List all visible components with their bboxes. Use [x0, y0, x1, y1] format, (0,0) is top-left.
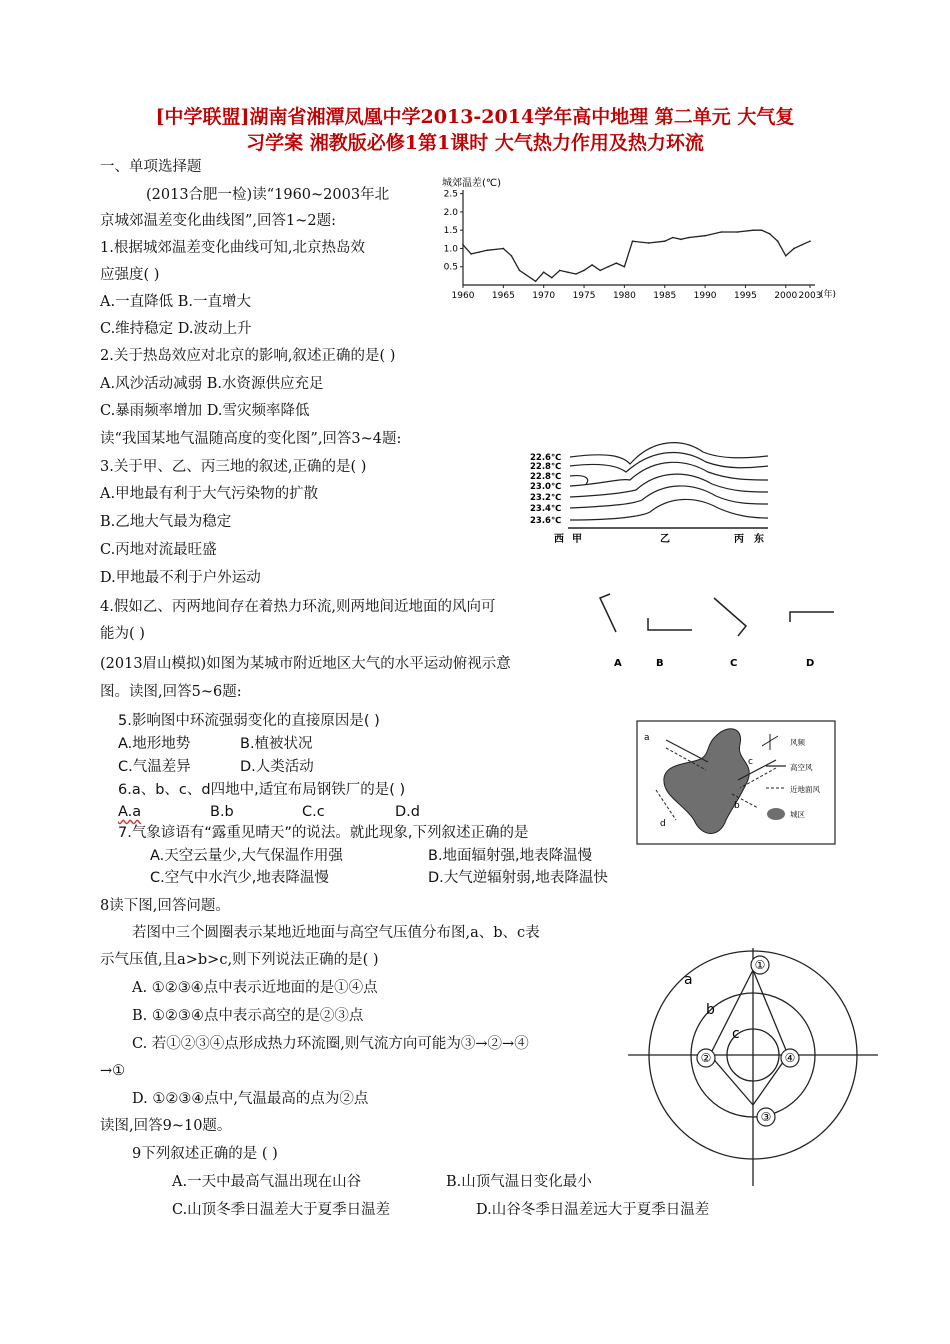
chart-xtick-label: 1985	[653, 291, 677, 301]
q3-option-b: B.乙地大气最为稳定	[100, 514, 232, 530]
q4-stem-2: 能为( )	[100, 626, 145, 642]
q1-stem-1: 1.根据城郊温差变化曲线可知,北京热岛效	[100, 240, 365, 256]
q7-option-c: C.空气中水汽少,地表降温慢	[150, 870, 329, 886]
ground-label: 丙	[734, 534, 744, 545]
pressure-circle-label: b	[706, 1002, 715, 1018]
chart-data-point	[777, 240, 779, 242]
q8-intro: 8读下图,回答问题。	[100, 898, 230, 914]
chart-xlabel: (年)	[820, 290, 837, 300]
q6-option-a: A.a	[118, 804, 142, 820]
q8-option-d: D. ①②③④点中,气温最高的点为②点	[132, 1091, 369, 1107]
city-legend-swatch	[767, 808, 785, 820]
ground-label: 西	[554, 534, 564, 545]
city-point-label: a	[644, 733, 650, 743]
q5-intro-2: 图。读图,回答5~6题:	[100, 684, 242, 700]
chart-ytick-label: 1.5	[443, 226, 458, 237]
city-legend-label: 风频	[790, 738, 805, 747]
isotherm-line-5	[570, 486, 768, 508]
pressure-point-label: ②	[700, 1051, 712, 1065]
q5-option-b: B.植被状况	[240, 736, 313, 752]
q2-options-ab: A.风沙活动减弱 B.水资源供应充足	[100, 376, 324, 392]
q9-stem: 9下列叙述正确的是 ( )	[132, 1146, 278, 1162]
isotherm-line-4	[570, 474, 768, 497]
q1-options-cd: C.维持稳定 D.波动上升	[100, 321, 252, 337]
q3-stem: 3.关于甲、乙、丙三地的叙述,正确的是( )	[100, 459, 367, 475]
chart-data-point	[470, 253, 472, 255]
wind-option-label: A	[614, 658, 622, 669]
q5-stem: 5.影响图中环流强弱变化的直接原因是( )	[118, 713, 380, 729]
chart-xtick-label: 2003	[798, 291, 822, 301]
wind-option-label: D	[806, 658, 815, 669]
chart-ytick-label: 2.5	[443, 189, 458, 200]
q1-intro-1: (2013合肥一检)读“1960~2003年北	[146, 187, 390, 203]
chart-data-point	[607, 266, 609, 268]
pressure-circle-label: a	[684, 972, 693, 988]
q8-option-b: B. ①②③④点中表示高空的是②③点	[132, 1008, 364, 1024]
chart-data-point	[801, 244, 803, 246]
city-legend-label: 高空风	[790, 763, 813, 772]
q9-option-d: D.山谷冬季日温差远大于夏季日温差	[476, 1202, 710, 1218]
chart-data-point	[599, 270, 601, 272]
q3-intro: 读“我国某地气温随高度的变化图”,回答3~4题:	[100, 431, 402, 447]
q7-option-a: A.天空云量少,大气保温作用强	[150, 848, 343, 864]
chart-ytick-label: 2.0	[443, 207, 458, 218]
ground-label: 东	[754, 534, 764, 545]
chart-data-point	[688, 237, 690, 239]
chart-data-point	[632, 240, 634, 242]
chart-data-point	[704, 235, 706, 237]
q6-option-b: B.b	[210, 804, 234, 820]
q9-option-a: A.一天中最高气温出现在山谷	[172, 1174, 362, 1190]
chart-data-point	[543, 271, 545, 273]
q8-option-c-2: →①	[100, 1063, 126, 1079]
chart-data-point	[503, 248, 505, 250]
pressure-point-label: ④	[784, 1051, 796, 1065]
temperature-altitude-figure	[528, 440, 788, 550]
city-legend-label: 近地面风	[790, 785, 820, 794]
chart-ytick-label: 0.5	[443, 262, 458, 273]
q3-option-d: D.甲地最不利于户外运动	[100, 570, 261, 586]
wind-option-label: C	[730, 658, 738, 669]
chart-data-point	[809, 240, 811, 242]
chart-xtick-label: 1960	[451, 291, 475, 301]
chart-data-point	[737, 231, 739, 233]
chart-data-point	[680, 239, 682, 241]
q2-stem: 2.关于热岛效应对北京的影响,叙述正确的是( )	[100, 348, 396, 364]
q7-option-d: D.大气逆辐射弱,地表降温快	[428, 870, 608, 886]
isotherm-label: 22.8℃	[530, 462, 562, 472]
q7-stem: 7.气象谚语有“露重见晴天”的说法。就此现象,下列叙述正确的是	[118, 825, 529, 841]
q8-option-c-1: C. 若①②③④点形成热力环流圈,则气流方向可能为③→②→④	[132, 1036, 529, 1052]
document-title	[60, 104, 890, 156]
isotherm-label: 23.4℃	[530, 504, 562, 514]
wind-option-d-symbol	[790, 612, 834, 622]
section-heading: 一、单项选择题	[100, 159, 202, 175]
title-line-2: 习学案 湘教版必修1第1课时 大气热力作用及热力环流	[246, 132, 704, 154]
chart-data-point	[478, 251, 480, 253]
pressure-point-label: ③	[760, 1110, 772, 1124]
isotherm-label: 23.2℃	[530, 493, 562, 503]
chart-xtick-label: 1995	[733, 291, 757, 301]
title-line-1: [中学联盟]湖南省湘潭凤凰中学2013-2014学年高中地理 第二单元 大气复	[155, 106, 795, 128]
q8-stem-1: 若图中三个圆圈表示某地近地面与高空气压值分布图,a、b、c表	[132, 925, 540, 941]
q4-stem-1: 4.假如乙、丙两地间存在着热力环流,则两地间近地面的风向可	[100, 599, 496, 615]
chart-data-point	[664, 240, 666, 242]
wind-option-label: B	[656, 658, 664, 669]
wind-option-b-symbol	[648, 618, 692, 630]
chart-data-point	[591, 264, 593, 266]
chart-data-point	[567, 271, 569, 273]
chart-data-point	[535, 281, 537, 283]
city-wind-map	[636, 720, 836, 845]
chart-data-point	[769, 233, 771, 235]
chart-data-point	[672, 237, 674, 239]
chart-data-point	[519, 270, 521, 272]
chart-data-point	[583, 270, 585, 272]
q5-option-c: C.气温差异	[118, 759, 191, 775]
city-legend-label: 城区	[790, 810, 805, 819]
chart-data-point	[559, 270, 561, 272]
chart-xtick-label: 1970	[532, 291, 556, 301]
chart-data-point	[462, 244, 464, 246]
q3-option-c: C.丙地对流最旺盛	[100, 542, 217, 558]
chart-xtick-label: 1975	[572, 291, 596, 301]
q1-stem-2: 应强度( )	[100, 267, 160, 283]
q5-option-a: A.地形地势	[118, 736, 191, 752]
chart-xtick-label: 1980	[612, 291, 636, 301]
q5-option-d: D.人类活动	[240, 759, 314, 775]
ground-label: 乙	[660, 534, 670, 545]
chart-data-point	[793, 248, 795, 250]
isotherm-label: 22.8℃	[530, 472, 562, 482]
q6-option-c: C.c	[302, 804, 325, 820]
chart-series-line	[463, 230, 810, 281]
q1-options-ab: A.一直降低 B.一直增大	[100, 294, 251, 310]
chart-data-point	[551, 277, 553, 279]
wind-option-a-symbol	[600, 594, 616, 632]
chart-data-point	[761, 229, 763, 231]
pressure-circle-label: c	[732, 1026, 740, 1042]
q9-option-c: C.山顶冬季日温差大于夏季日温差	[172, 1202, 391, 1218]
chart-data-point	[624, 266, 626, 268]
chart-data-point	[616, 262, 618, 264]
city-point-label: b	[734, 801, 740, 811]
chart-data-point	[575, 273, 577, 275]
city-point-label: d	[660, 819, 666, 829]
chart-data-point	[753, 229, 755, 231]
isotherm-closed-loop	[570, 476, 588, 484]
q9-option-b: B.山顶气温日变化最小	[446, 1174, 592, 1190]
city-point-label: c	[748, 757, 753, 767]
chart-xtick-label: 1965	[491, 291, 515, 301]
q9-intro: 读图,回答9~10题。	[100, 1118, 232, 1134]
chart-xtick-label: 1990	[693, 291, 717, 301]
chart-data-point	[486, 249, 488, 251]
q6-option-d: D.d	[395, 804, 420, 820]
chart-data-point	[648, 242, 650, 244]
pressure-point-label: ①	[754, 958, 766, 972]
q8-stem-2: 示气压值,且a>b>c,则下列说法正确的是( )	[100, 952, 379, 968]
q1-intro-2: 京城郊温差变化曲线图”,回答1~2题:	[100, 213, 337, 229]
chart-data-point	[785, 255, 787, 257]
chart-ytick-label: 1.0	[443, 244, 458, 255]
isotherm-label: 23.6℃	[530, 516, 562, 526]
isotherm-label: 23.0℃	[530, 482, 562, 492]
chart-ylabel: 城郊温差(℃)	[442, 178, 502, 189]
q5-intro-1: (2013眉山模拟)如图为某城市附近地区大气的水平运动俯视示意	[100, 656, 511, 672]
circulation-rhombus	[710, 970, 788, 1105]
q2-options-cd: C.暴雨频率增加 D.雪灾频率降低	[100, 403, 310, 419]
q8-option-a: A. ①②③④点中表示近地面的是①④点	[132, 980, 378, 996]
wind-direction-options	[596, 590, 846, 670]
isotherm-line-1	[570, 443, 768, 464]
temperature-difference-chart	[430, 170, 850, 310]
ground-label: 甲	[572, 534, 582, 545]
q6-stem: 6.a、b、c、d四地中,适宜布局钢铁厂的是( )	[118, 782, 406, 798]
chart-data-point	[720, 231, 722, 233]
pressure-circles-figure	[628, 940, 878, 1190]
wind-option-c-symbol	[714, 598, 746, 636]
isotherm-label: 22.6℃	[530, 453, 562, 463]
q3-option-a: A.甲地最有利于大气污染物的扩散	[100, 486, 319, 502]
chart-data-point	[511, 255, 513, 257]
chart-xtick-label: 2000	[774, 291, 798, 301]
q7-option-b: B.地面辐射强,地表降温慢	[428, 848, 593, 864]
